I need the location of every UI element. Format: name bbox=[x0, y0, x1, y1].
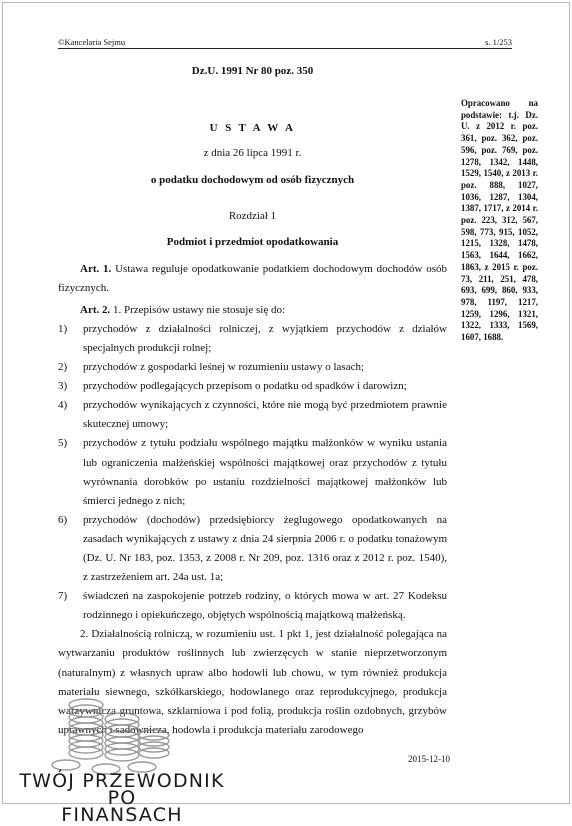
list-item-number: 3) bbox=[58, 380, 68, 393]
watermark-line-2: FINANSACH bbox=[61, 804, 183, 826]
list-item-number: 2) bbox=[58, 361, 68, 374]
list-item bbox=[58, 511, 447, 587]
list-item-text: przychodów wynikających z czynności, które nie mogą być przedmiotem prawnie skutecznej umowy; bbox=[83, 399, 447, 431]
list-item-number: 5) bbox=[58, 437, 68, 450]
list-item-text: przychodów z gospodarki leśnej w rozumieniu ustawy o lasach; bbox=[83, 361, 365, 374]
article-1-label: Art. 1. bbox=[80, 262, 112, 275]
list-item-text: przychodów z tytułu podziału wspólnego majątku małżonków w wyniku ustania lub ograniczenia małżeńskiej wspólności majątkowej oraz przychodów z tytułu wyrównania dorobków po ustaniu rozdzielności majątkowej małżonków lub śmierci jednego z nich; bbox=[83, 437, 447, 507]
list-item-number: 7) bbox=[58, 590, 68, 603]
list-item bbox=[58, 396, 447, 434]
document-id: Dz.U. 1991 Nr 80 poz. 350 bbox=[191, 65, 314, 77]
list-item-number: 6) bbox=[58, 513, 68, 526]
watermark-text bbox=[2, 770, 242, 826]
watermark-line-1: TWÓJ PRZEWODNIK PO bbox=[19, 770, 225, 809]
publisher-label: ©Kancelaria Sejmu bbox=[58, 37, 126, 47]
article-1-text: Ustawa reguluje opodatkowanie podatkiem dochodowym dochodów osób fizycznych. bbox=[58, 262, 448, 294]
list-item-text: przychodów z działalności rolniczej, z wyjątkiem przychodów z działów specjalnych produkcji rolnej; bbox=[83, 322, 447, 354]
list-item bbox=[58, 587, 447, 625]
list-item-number: 4) bbox=[58, 399, 68, 412]
article-2-list bbox=[58, 320, 447, 626]
list-item-text: przychodów podlegających przepisom o podatku od spadków i darowizn; bbox=[83, 380, 407, 393]
act-subject: o podatku dochodowym od osób fizycznych bbox=[150, 174, 355, 187]
list-item-number: 1) bbox=[58, 322, 68, 335]
act-date: z dnia 26 lipca 1991 r. bbox=[203, 147, 302, 160]
list-item bbox=[58, 358, 447, 377]
list-item bbox=[58, 434, 447, 510]
list-item bbox=[58, 377, 447, 396]
article-2-paragraph-2: 2. Działalnością rolniczą, w rozumieniu ust. 1 pkt 1, jest działalność polegająca na wytwarzaniu produktów roślinnych lub zwierzęcych w stanie nieprzetworzonym (naturalnym) z własnych upraw albo hodowli lub chowu, w tym również produkcja materiału siewnego, szkółkarskiego, hodowlanego oraz reprodukcyjnego, produkcja warzywnicza gruntowa, szklarniowa i pod folią, produkcja roślin ozdobnych, grzybów uprawnych i sadownicza, hodowla i produkcja materiału zarodowego bbox=[58, 628, 447, 736]
chapter-title: Podmiot i przedmiot opodatkowania bbox=[166, 236, 339, 249]
document-body bbox=[58, 62, 447, 740]
article-2 bbox=[58, 301, 447, 320]
list-item-text: świadczeń na zaspokojenie potrzeb rodziny, o których mowa w art. 27 Kodeksu rodzinnego i opiekuńczego, objętych wspólnością majątkową małżeńską. bbox=[83, 590, 447, 622]
list-item bbox=[58, 320, 447, 358]
article-2-label: Art. 2. bbox=[80, 303, 111, 316]
list-item-text: przychodów (dochodów) przedsiębiorcy żeglugowego opodatkowanych na zasadach wynikających z ustawy z dnia 24 sierpnia 2006 r. o podatku tonażowym (Dz. U. Nr 183, poz. 1353, z 2008 r. Nr 209, poz. 1316 oraz z 2012 r. poz. 1540), z zastrzeżeniem art. 24a ust. 1a; bbox=[83, 513, 447, 584]
page-counter: s. 1/253 bbox=[485, 37, 512, 47]
chapter-number: Rozdział 1 bbox=[228, 210, 277, 223]
article-1 bbox=[58, 260, 447, 298]
article-2-text: 1. Przepisów ustawy nie stosuje się do: bbox=[110, 303, 286, 316]
act-title: U S T A W A bbox=[209, 122, 296, 135]
source-note: Opracowano na podstawie: t.j. Dz. U. z 2012 r. poz. 361, poz. 362, poz. 596, poz. 769, poz. 1278, 1342, 1448, 1529, 1540, z 2013 r. poz. 888, 1027, 1036, 1287, 1304, 1387, 1717, z 2014 r. poz. 223, 312, 567, 598, 773, 915, 1052, 1215, 1328, 1478, 1563, 1644, 1662, 1863, z 2015 r. poz. 73, 211, 251, 478, 693, 699, 860, 933, 978, 1197, 1217, 1259, 1296, 1321, 1322, 1333, 1569, 1607, 1688. bbox=[461, 98, 538, 343]
page-header bbox=[58, 37, 512, 49]
footer-date: 2015-12-10 bbox=[408, 754, 450, 764]
